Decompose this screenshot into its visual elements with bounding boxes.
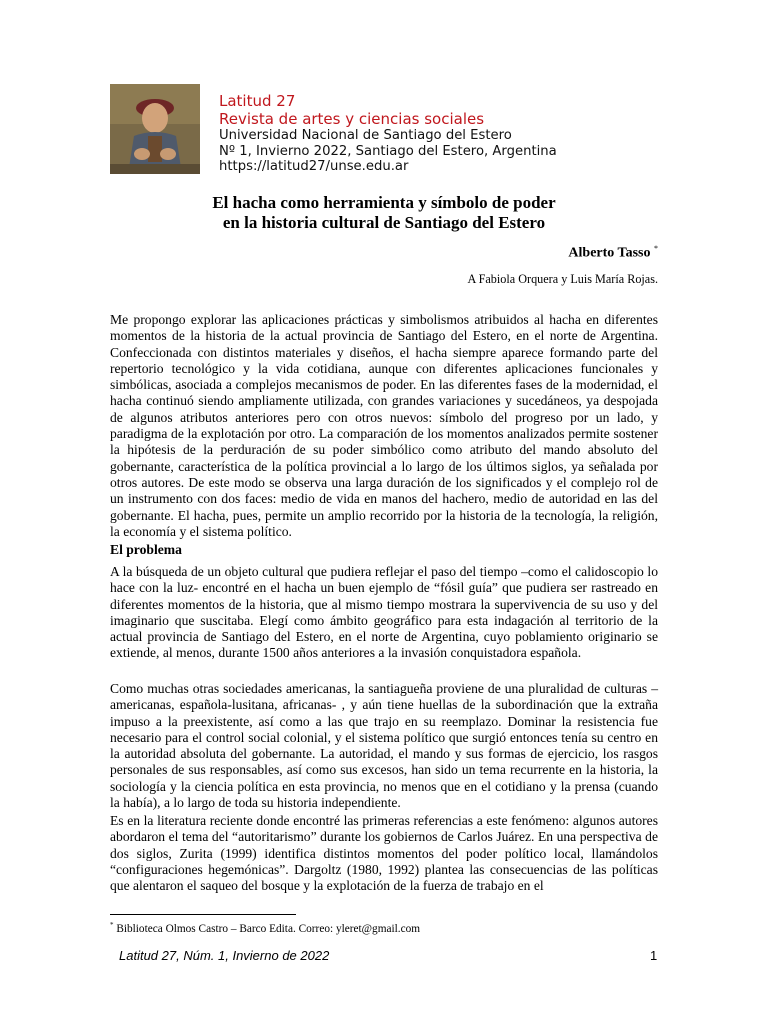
journal-name: Latitud 27 <box>219 92 296 110</box>
footnote-text: Biblioteca Olmos Castro – Barco Edita. Correo: yleret@gmail.com <box>113 922 421 935</box>
footnote-mark: * <box>110 921 114 929</box>
section-heading: El problema <box>110 542 182 557</box>
journal-url[interactable]: https://latitud27/unse.edu.ar <box>219 159 409 174</box>
article-title-line-2: en la historia cultural de Santiago del Estero <box>222 213 546 232</box>
author-footnote-mark[interactable]: * <box>654 244 658 253</box>
article-title-line-1: El hacha como herramienta y símbolo de poder <box>212 193 556 212</box>
body-paragraph-3: Es en la literatura reciente donde encontré las primeras referencias a este fenómeno: algunos autores abordaron el tema del “autoritarismo” durante los gobiernos de Carlos Juárez. En una perspectiva de dos siglos, Zurita (1999) identifica distintos momentos del poder político local, llamándolos “configuraciones hegemónicas”. Dargoltz (1980, 1992) plantea las consecuencias de las políticas que alentaron el saqueo del bosque y la explotación de la fuerza de trabajo en el <box>110 813 658 894</box>
journal-issue: Nº 1, Invierno 2022, Santiago del Estero, Argentina <box>219 143 557 159</box>
page-footer-citation: Latitud 27, Núm. 1, Invierno de 2022 <box>119 948 330 963</box>
author-name-text: Alberto Tasso <box>568 245 651 261</box>
cover-painting-image <box>110 84 200 174</box>
body-paragraph-2: Como muchas otras sociedades americanas, la santiagueña proviene de una pluralidad de culturas –americanas, española-lusitana, africanas- , y aún tiene huellas de la subordinación que la extraña impuso a la preexistente, así como a las que trajo en su reemplazo. Dominar la resistencia fue necesario para el control social colonial, y el sistema político que surgió entonces tenía su centro en la autoridad absoluta del gobernante. La autoridad, el mando y sus formas de ejercicio, los rasgos personales de sus responsables, así como sus excesos, han sido un tema recurrente en la historia, la sociología y la ciencia política en esta provincia, no menos que en el cotidiano y la prensa (cuando la había), a lo largo de toda su historia independiente. <box>110 681 658 811</box>
footnote <box>110 921 420 935</box>
abstract-paragraph: Me propongo explorar las aplicaciones prácticas y simbolismos atribuidos al hacha en diferentes momentos de la historia de la actual provincia de Santiago del Estero, en el norte de Argentina. Confeccionada con distintos materiales y diseños, el hacha siempre aparece formando parte del repertorio tecnológico y la vida cotidiana, aunque con diferentes aplicaciones funcionales y simbólicas, asociada a complejos mecanismos de poder. En las diferentes fases de la modernidad, el hacha continuó siendo ampliamente utilizada, con grandes variaciones y sucedáneos, ya despojada de algunos atributos anteriores pero con otros nuevos: símbolo del progreso por un lado, y paradigma de la explotación por otro. La comparación de los momentos analizados permite sostener la hipótesis de la perduración de su poder simbólico como atributo del mando absoluto del gobernante, característica de la política provincial a lo largo de los últimos siglos, ya señalada por otros autores. De este modo se observa una larga duración de los significados y el complejo rol de un instrumento con dos faces: medio de vida en manos del hachero, medio de autoridad en las del gobernante. El hacha, pues, permite un amplio recorrido por la historia de la tecnología, la religión, la economía y el sistema político. <box>110 312 658 539</box>
article-title <box>110 193 658 233</box>
journal-university: Universidad Nacional de Santiago del Estero <box>219 128 512 143</box>
journal-subtitle: Revista de artes y ciencias sociales <box>219 110 485 128</box>
dedication: A Fabiola Orquera y Luis María Rojas. <box>467 272 658 286</box>
footnote-divider <box>110 914 296 915</box>
page-number: 1 <box>650 948 658 963</box>
journal-header <box>219 92 557 175</box>
body-paragraph-1: A la búsqueda de un objeto cultural que pudiera reflejar el paso del tiempo –como el calidoscopio lo hace con la luz- encontré en el hacha un buen ejemplo de “fósil guía” que pudiera ser rastreado en diferentes momentos de la historia, que al mismo tiempo mostrara la supervivencia de su uso y del imaginario que suscitaba. Elegí como ámbito geográfico para esta indagación al territorio de la actual provincia de Santiago del Estero, en el norte de Argentina, cuyo poblamiento originario se extiende, al menos, durante 1500 años anteriores a la invasión conquistadora española. <box>110 564 658 661</box>
author-name <box>568 244 658 262</box>
